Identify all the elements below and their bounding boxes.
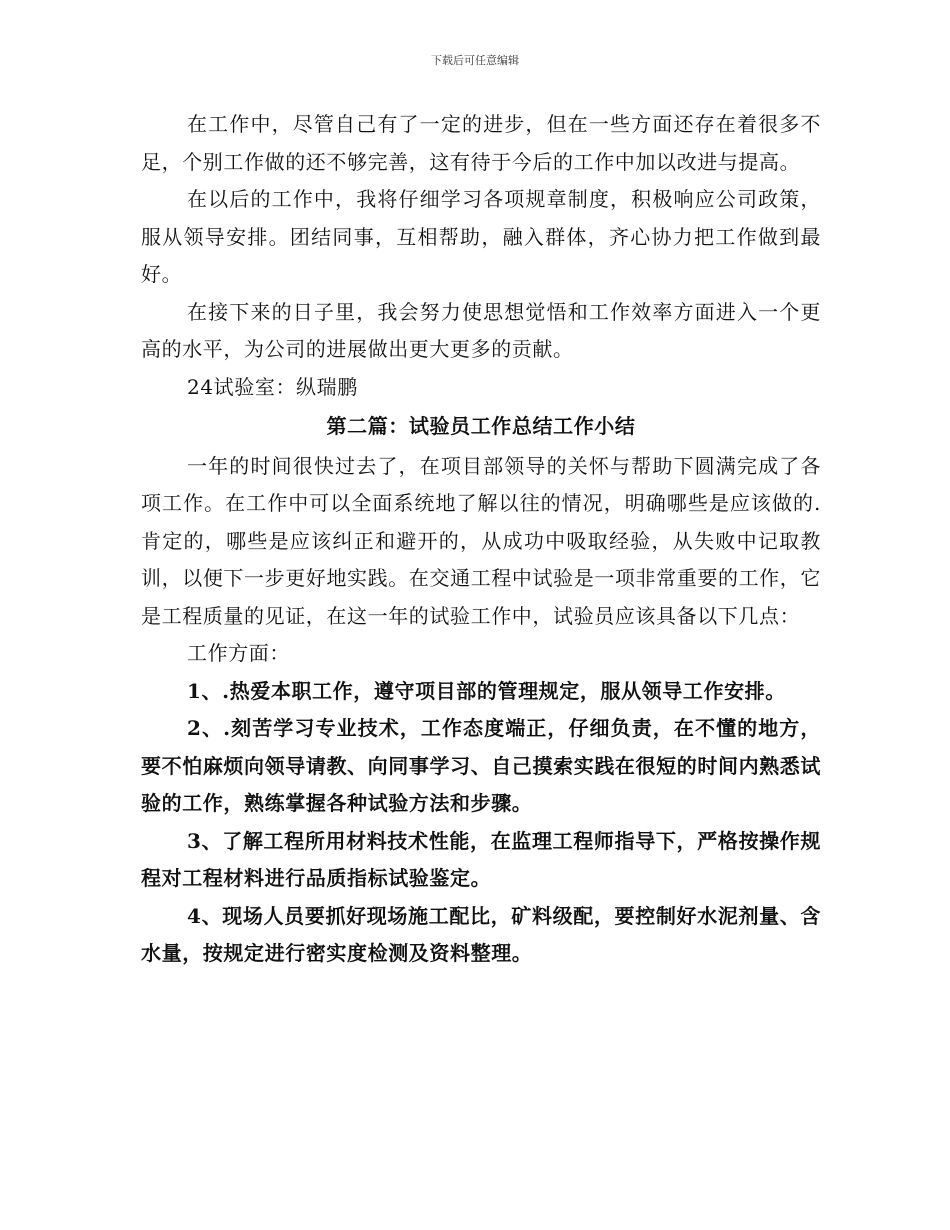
subheading-work-aspects: 工作方面： <box>187 641 290 665</box>
list-item-2: 2、.刻苦学习专业技术，工作态度端正，仔细负责，在不懂的地方，要不怕麻烦向领导请教、向同事学习、自己摸索实践在很短的时间内熟悉试验的工作，熟练掌握各种试验方法和步骤。 <box>141 716 821 815</box>
paragraph-future-work: 在以后的工作中，我将仔细学习各项规章制度，积极响应公司政策，服从领导安排。团结同事，互相帮助，融入群体，齐心协力把工作做到最好。 <box>141 187 821 286</box>
section-title: 第二篇：试验员工作总结工作小结 <box>326 414 636 438</box>
list-item-4: 4、现场人员要抓好现场施工配比，矿料级配，要控制好水泥剂量、含水量，按规定进行密实度检测及资料整理。 <box>141 903 821 965</box>
document-body <box>141 106 821 973</box>
list-item-1: 1、.热爱本职工作，遵守项目部的管理规定，服从领导工作安排。 <box>187 678 786 703</box>
paragraph-goals: 在接下来的日子里，我会努力使思想觉悟和工作效率方面进入一个更高的水平，为公司的进展做出更大更多的贡献。 <box>141 299 821 361</box>
paragraph-progress: 在工作中，尽管自己有了一定的进步，但在一些方面还存在着很多不足，个别工作做的还不够完善，这有待于今后的工作中加以改进与提高。 <box>141 112 821 174</box>
page-header-note: 下载后可任意编辑 <box>431 54 519 67</box>
list-item-3: 3、了解工程所用材料技术性能，在监理工程师指导下，严格按操作规程对工程材料进行品质指标试验鉴定。 <box>141 828 821 890</box>
signature-line: 24试验室：纵瑞鹏 <box>187 374 358 399</box>
paragraph-intro: 一年的时间很快过去了，在项目部领导的关怀与帮助下圆满完成了各项工作。在工作中可以全面系统地了解以往的情况，明确哪些是应该做的.肯定的，哪些是应该纠正和避开的，从成功中吸取经验，从失败中记取教训，以便下一步更好地实践。在交通工程中试验是一项非常重要的工作，它是工程质量的见证，在这一年的试验工作中，试验员应该具备以下几点： <box>141 453 821 628</box>
